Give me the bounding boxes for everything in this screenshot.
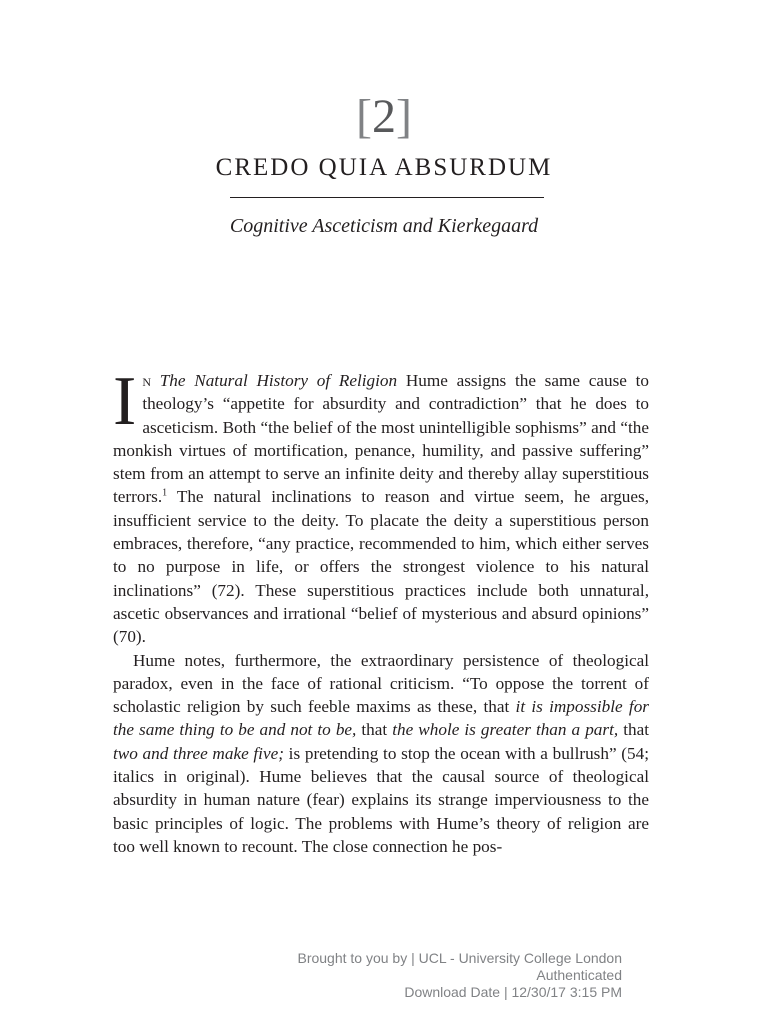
paragraph-2-text-1: Hume notes, furthermore, the extraordinary persistence of theological paradox, even in the face of rational criticism. “To oppose the torrent of scholastic religion by such feeble maxims as these, that <box>113 650 649 717</box>
book-title: The Natural History of Religion <box>159 371 398 390</box>
italic-maxim-1: it is impossible for the same thing to be and not to be, <box>113 697 649 740</box>
paragraph-1-text-2: The natural inclinations to reason and virtue seem, he argues, insufficient service to the deity. To placate the deity a superstitious person embraces, therefore, “any practice, recommended to him, which either serves to no purpose in life, or offers the strongest violence to his natural inclinations” (72). These superstitious practices include both unnatural, ascetic observances and irrational “belief of mysterious and absurd opinions” (70). <box>113 487 649 647</box>
chapter-number <box>0 88 768 146</box>
paragraph-1-text-1: Hume assigns the same cause to theology’s “appetite for absurdity and contradiction” that he does to asceticism. Both “the belief of the most unintelligible sophisms” and “the monkish virtues of mortification, penance, humility, and passive suffering” stem from an attempt to serve an infinite deity and thereby allay superstitious terrors. <box>113 371 650 507</box>
paragraph-1 <box>113 363 650 649</box>
paragraph-2-text-2: that <box>356 720 393 740</box>
chapter-title: CREDO QUIA ABSURDUM <box>215 154 553 181</box>
drop-cap: I <box>113 363 137 440</box>
footer-provider: Brought to you by | UCL - University College London <box>297 950 622 966</box>
italic-maxim-2: the whole is greater than a part, <box>392 720 619 740</box>
body-text <box>113 363 650 858</box>
access-footer <box>202 950 622 1001</box>
chapter-number-close-bracket: ] <box>396 90 412 143</box>
lead-in: n <box>142 371 151 390</box>
title-divider <box>230 197 544 198</box>
footnote-ref[interactable]: 1 <box>162 487 168 499</box>
chapter-number-open-bracket: [ <box>356 90 372 143</box>
paragraph-2-text-4: is pretending to stop the ocean with a bullrush” (54; italics in original). Hume believes that the causal source of theological absurdity in human nature (fear) explains its strange imperviousness to the basic principles of logic. The problems with Hume’s theory of religion are too well known to recount. The close connection he pos- <box>113 743 649 856</box>
footer-download-date: Download Date | 12/30/17 3:15 PM <box>404 984 622 1000</box>
paragraph-2 <box>113 649 649 859</box>
footer-auth-status: Authenticated <box>536 967 622 983</box>
chapter-number-value: 2 <box>372 90 396 143</box>
chapter-subtitle: Cognitive Asceticism and Kierkegaard <box>229 215 539 237</box>
paragraph-2-text-3: that <box>618 720 649 740</box>
italic-maxim-3: two and three make five; <box>113 743 284 763</box>
